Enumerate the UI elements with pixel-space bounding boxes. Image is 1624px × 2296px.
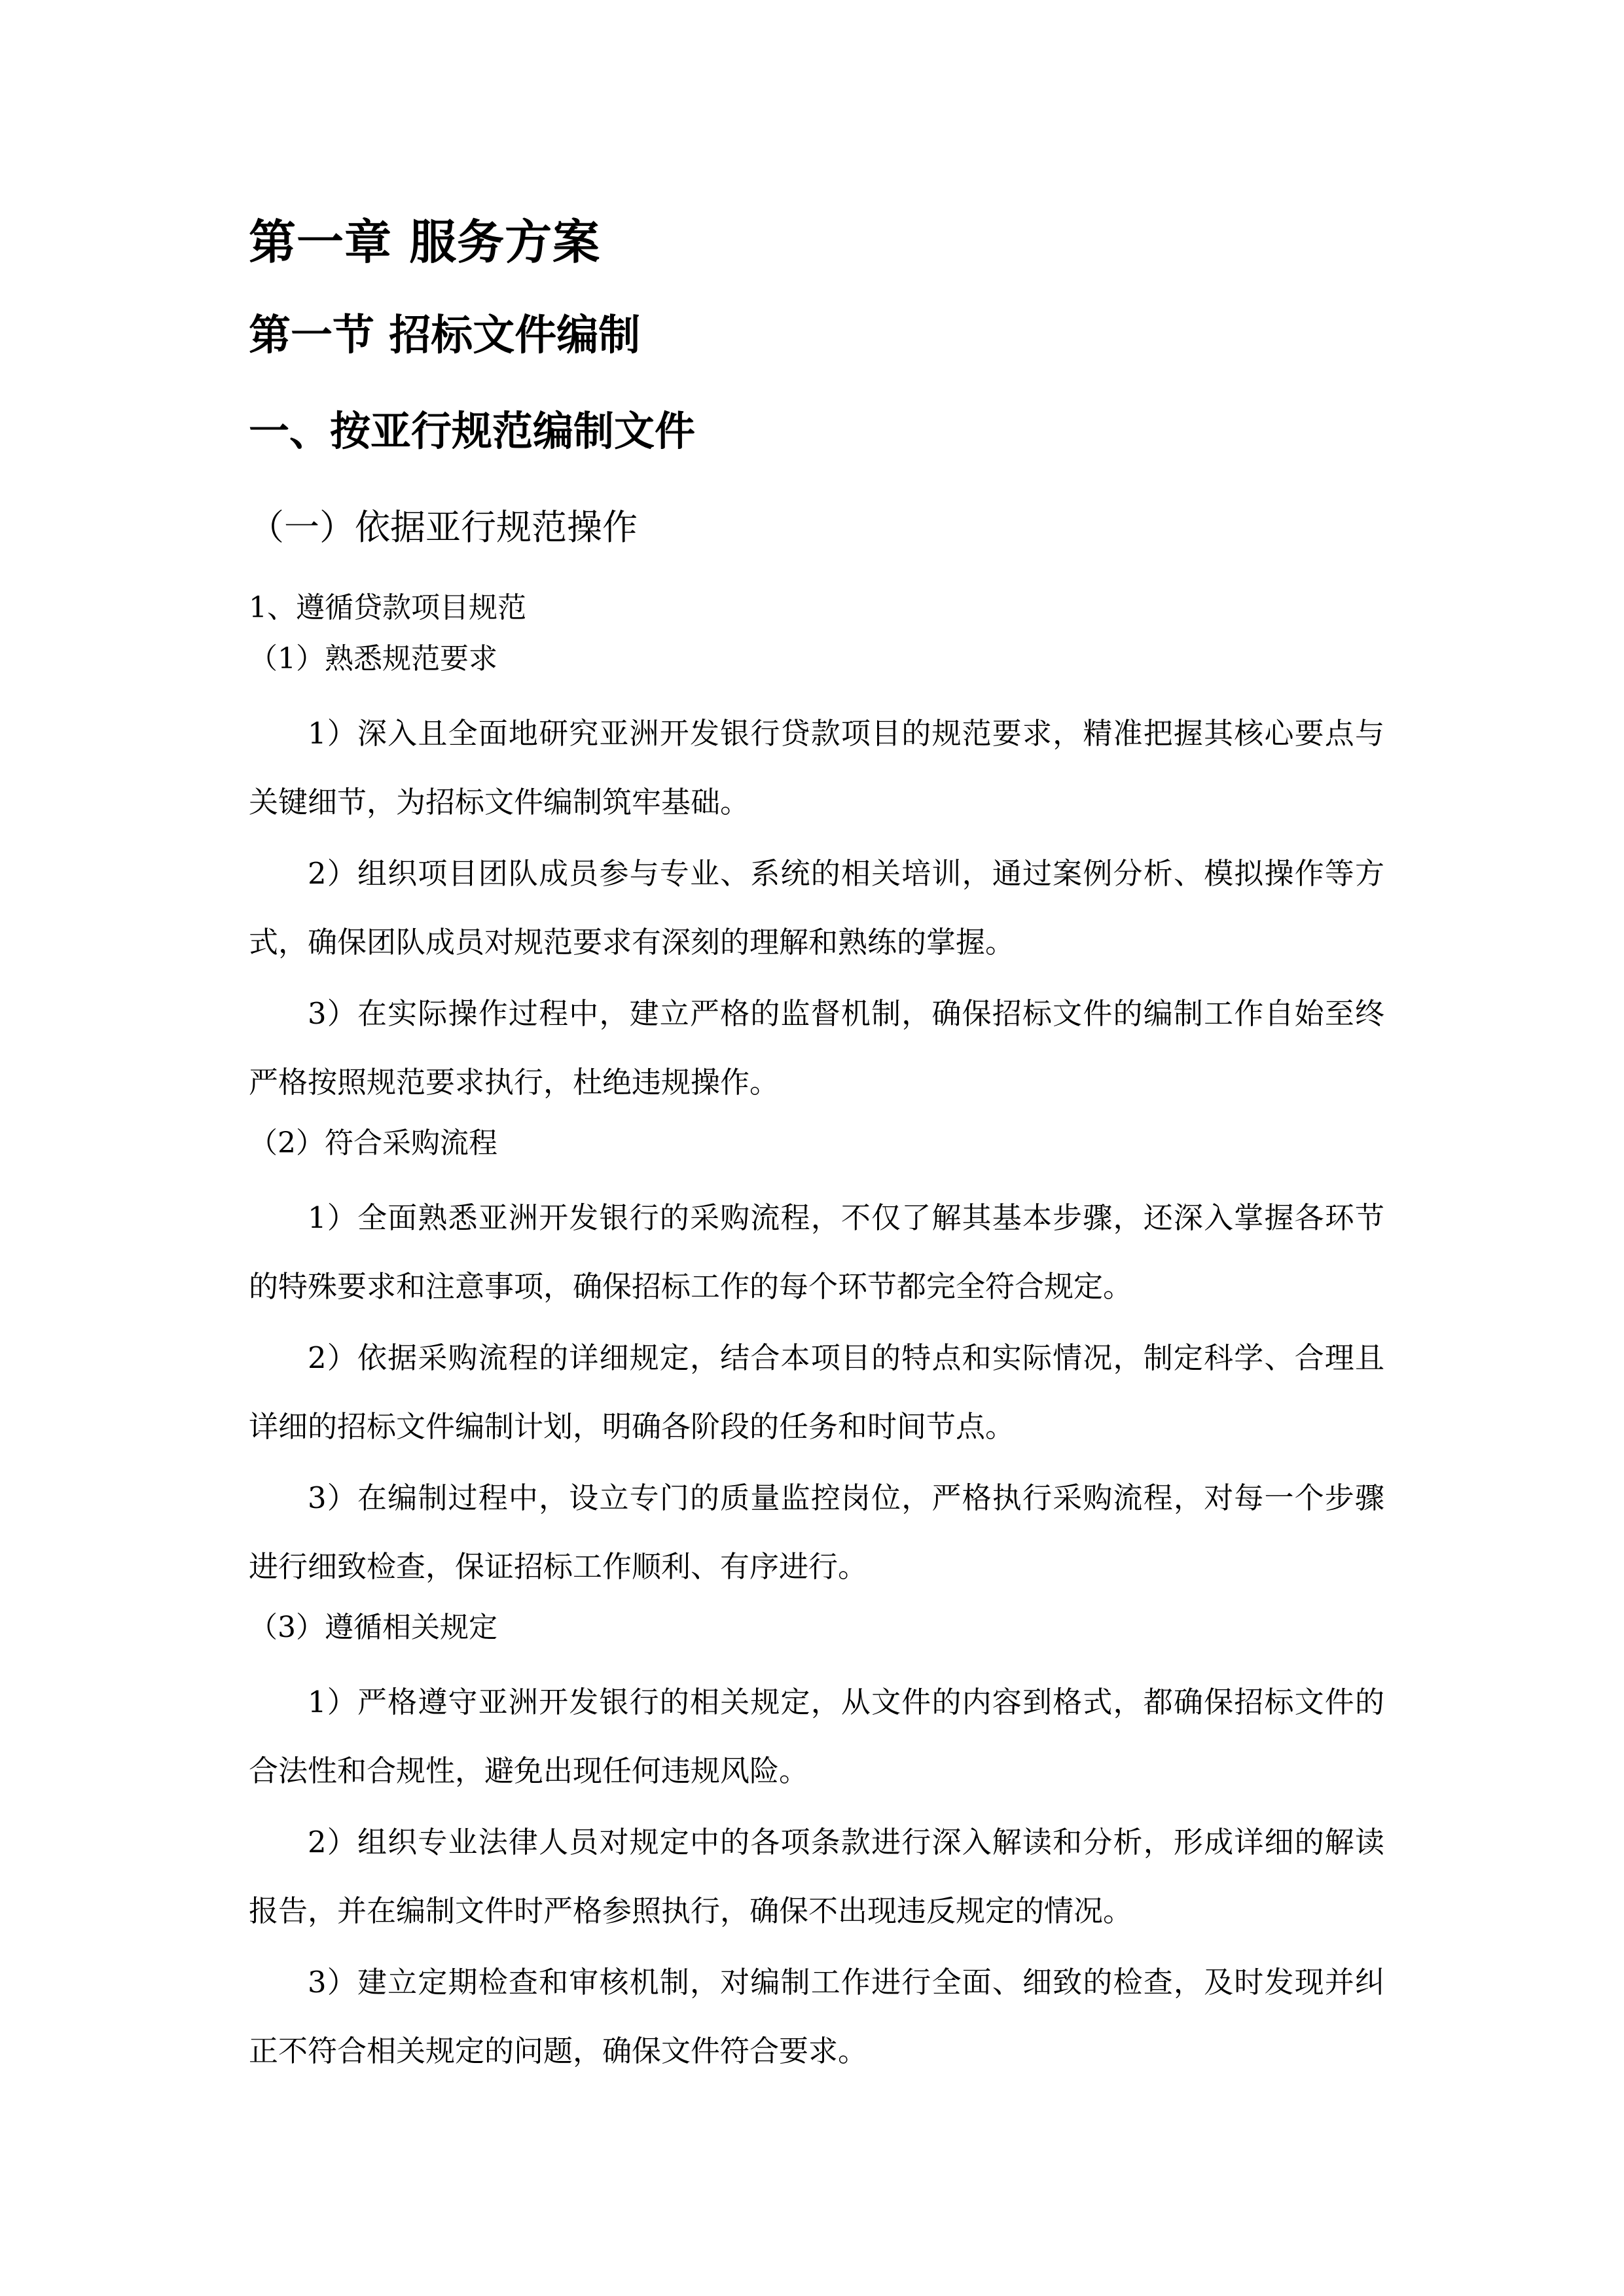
paragraph: 1）全面熟悉亚洲开发银行的采购流程，不仅了解其基本步骤，还深入掌握各环节的特殊要求和注意事项，确保招标工作的每个环节都完全符合规定。 xyxy=(249,1200,1384,1304)
group-title: （2）符合采购流程 xyxy=(249,1126,497,1160)
paragraph: 3）在编制过程中，设立专门的质量监控岗位，严格执行采购流程，对每一个步骤进行细致检查，保证招标工作顺利、有序进行。 xyxy=(249,1480,1384,1584)
paragraph: 3）建立定期检查和审核机制，对编制工作进行全面、细致的检查，及时发现并纠正不符合相关规定的问题，确保文件符合要求。 xyxy=(249,1965,1384,2068)
group-1 xyxy=(249,635,1384,1117)
paragraph: 2）组织专业法律人员对规定中的各项条款进行深入解读和分析，形成详细的解读报告，并在编制文件时严格参照执行，确保不出现违反规定的情况。 xyxy=(249,1825,1384,1928)
document-body xyxy=(249,203,1384,2088)
group-title: （1）熟悉规范要求 xyxy=(249,642,497,675)
paragraph: 2）依据采购流程的详细规定，结合本项目的特点和实际情况，制定科学、合理且详细的招标文件编制计划，明确各阶段的任务和时间节点。 xyxy=(249,1340,1384,1444)
group-2 xyxy=(249,1119,1384,1601)
group-3 xyxy=(249,1604,1384,2085)
paragraph: 2）组织项目团队成员参与专业、系统的相关培训，通过案例分析、模拟操作等方式，确保团队成员对规范要求有深刻的理解和熟练的掌握。 xyxy=(249,856,1384,960)
paragraph: 3）在实际操作过程中，建立严格的监督机制，确保招标文件的编制工作自始至终严格按照规范要求执行，杜绝违规操作。 xyxy=(249,996,1384,1100)
heading-1: 1、遵循贷款项目规范 xyxy=(249,591,526,624)
paragraph: 1）严格遵守亚洲开发银行的相关规定，从文件的内容到格式，都确保招标文件的合法性和合规性，避免出现任何违规风险。 xyxy=(249,1685,1384,1788)
group-title: （3）遵循相关规定 xyxy=(249,1611,497,1644)
part-title: （一）依据亚行规范操作 xyxy=(249,507,638,548)
paragraph: 1）深入且全面地研究亚洲开发银行贷款项目的规范要求，精准把握其核心要点与关键细节，为招标文件编制筑牢基础。 xyxy=(249,716,1384,819)
subsection-title: 一、按亚行规范编制文件 xyxy=(249,407,696,455)
section-title: 第一节 招标文件编制 xyxy=(249,312,641,360)
chapter-title: 第一章 服务方案 xyxy=(249,215,601,270)
